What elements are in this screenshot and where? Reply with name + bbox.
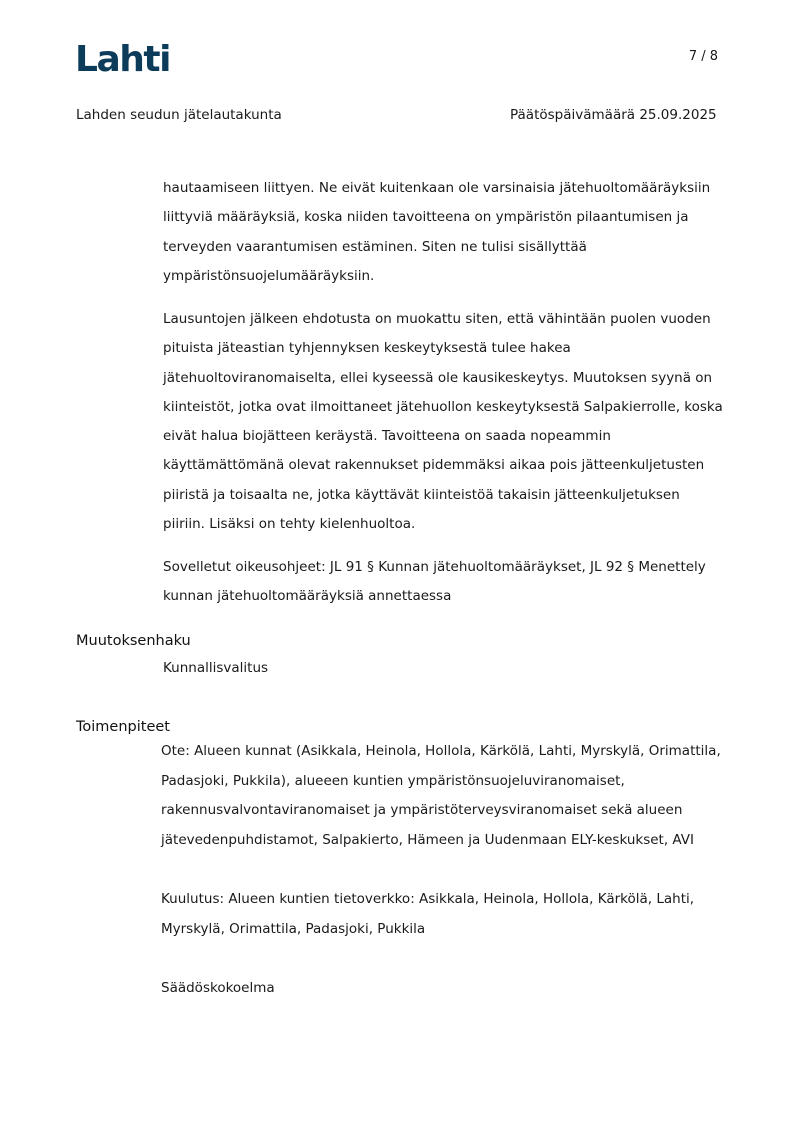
page-number: 7 / 8 xyxy=(688,49,718,64)
legal-references: Sovelletut oikeusohjeet: JL 91 § Kunnan jätehuoltomääräykset, JL 92 § Menettely kunnan jätehuoltomääräyksiä annettaessa xyxy=(163,559,706,605)
body-paragraph-2: Lausuntojen jälkeen ehdotusta on muokattu siten, että vähintään puolen vuoden pituista jäteastian tyhjennyksen keskeytyksestä tulee hakea jätehuoltoviranomaiselta, ellei kyseessä ole kausikeskeytys. Muutoksen syynä on kiinteistöt, jotka ovat ilmoittaneet jätehuollon keskeytyksestä Salpakierrolle, koska eivät halua biojätteen keräystä. Tavoitteena on saada nopeammin käyttämättömänä olevat rakennukset pidemmäksi aikaa pois jätteenkuljetusten piiristä ja toisaalta ne, jotka käyttävät kiinteistöä takaisin jätteenkuljetuksen piiriin. Lisäksi on tehty kielenhuoltoa. xyxy=(163,311,723,533)
appeal-heading: Muutoksenhaku xyxy=(76,633,191,649)
announcement: Kuulutus: Alueen kuntien tietoverkko: Asikkala, Heinola, Hollola, Kärkölä, Lahti, Myrskylä, Orimattila, Padasjoki, Pukkila xyxy=(161,891,695,937)
body-paragraph-1: hautaamiseen liittyen. Ne eivät kuitenkaan ole varsinaisia jätehuoltomääräyksiin liittyviä määräyksiä, koska niiden tavoitteena on ympäristön pilaantumisen ja terveyden vaarantumisen estäminen. Siten ne tulisi sisällyttää ympäristönsuojelumääräyksiin. xyxy=(163,180,711,284)
organization-name: Lahden seudun jätelautakunta xyxy=(76,107,282,123)
statute-collection: Säädöskokoelma xyxy=(161,980,275,996)
extract-recipients: Ote: Alueen kunnat (Asikkala, Heinola, Hollola, Kärkölä, Lahti, Myrskylä, Orimattila, Padasjoki, Pukkila), alueeen kuntien ympäristönsuojeluviranomaiset, rakennusvalvontaviranomaiset ja ympäristöterveysviranomaiset sekä alueen jätevedenpuhdistamot, Salpakierto, Hämeen ja Uudenmaan ELY-keskukset, AVI xyxy=(161,743,721,848)
appeal-text: Kunnallisvalitus xyxy=(163,660,269,676)
lahti-logo: Lahti xyxy=(75,39,170,80)
actions-heading: Toimenpiteet xyxy=(76,719,170,735)
decision-date: Päätöspäivämäärä 25.09.2025 xyxy=(510,107,717,123)
